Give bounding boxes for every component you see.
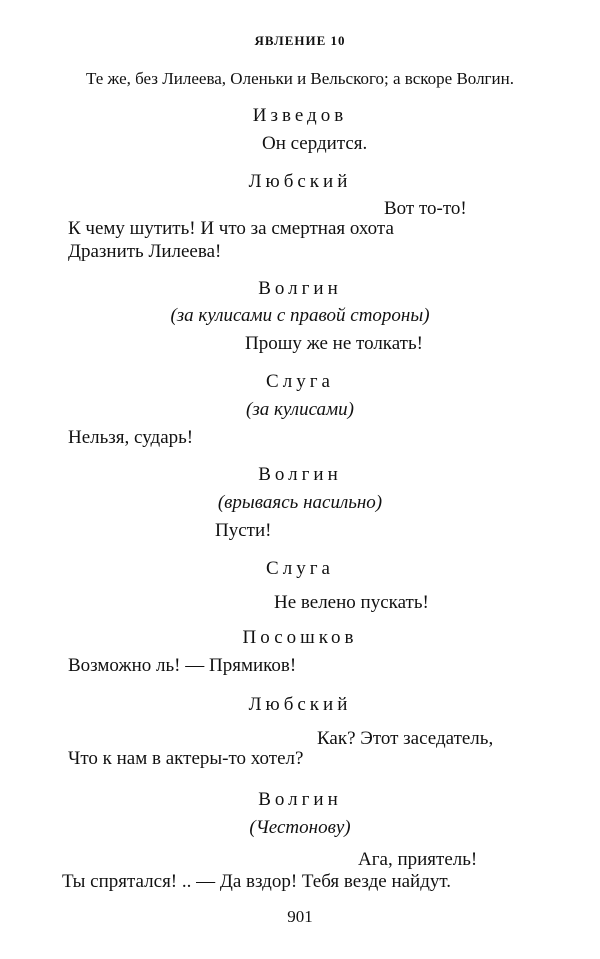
stage-direction: (врываясь насильно)	[217, 492, 383, 513]
dialogue-line: Возможно ль! — Прямиков!	[68, 655, 297, 676]
page-number: 901	[287, 907, 313, 926]
speaker-name: Волгин	[258, 278, 342, 299]
cast-note: Те же, без Лилеева, Оленьки и Вельского; а вскоре Волгин.	[86, 69, 514, 88]
dialogue-line: Нельзя, сударь!	[68, 427, 194, 448]
dialogue-line: Дразнить Лилеева!	[68, 241, 222, 262]
dialogue-line: Ты спрятался! .. — Да вздор! Тебя везде найдут.	[62, 871, 451, 892]
stage-direction: (за кулисами)	[246, 399, 354, 420]
dialogue-line: Не велено пускать!	[274, 592, 429, 613]
speaker-name: Любский	[248, 171, 352, 192]
dialogue-line: Что к нам в актеры-то хотел?	[68, 748, 304, 769]
speaker-name: Любский	[248, 694, 352, 715]
stage-direction: (за кулисами с правой стороны)	[170, 305, 430, 326]
stage-direction: (Честонову)	[249, 817, 351, 838]
dialogue-line: Пусти!	[215, 520, 272, 541]
speaker-name: Посошков	[242, 627, 358, 648]
dialogue-line: К чему шутить! И что за смертная охота	[68, 218, 394, 239]
dialogue-line: Прошу же не толкать!	[245, 333, 423, 354]
speaker-name: Волгин	[258, 789, 342, 810]
dialogue-line: Вот то-то!	[384, 198, 467, 219]
dialogue-line: Как? Этот заседатель,	[317, 728, 494, 749]
speaker-name: Слуга	[266, 558, 334, 579]
dialogue-line: Ага, приятель!	[358, 849, 478, 870]
speaker-name: Волгин	[258, 464, 342, 485]
dialogue-line: Он сердится.	[262, 133, 368, 154]
scene-heading: ЯВЛЕНИЕ 10	[254, 33, 346, 48]
speaker-name: Изведов	[252, 105, 348, 126]
speaker-name: Слуга	[266, 371, 334, 392]
